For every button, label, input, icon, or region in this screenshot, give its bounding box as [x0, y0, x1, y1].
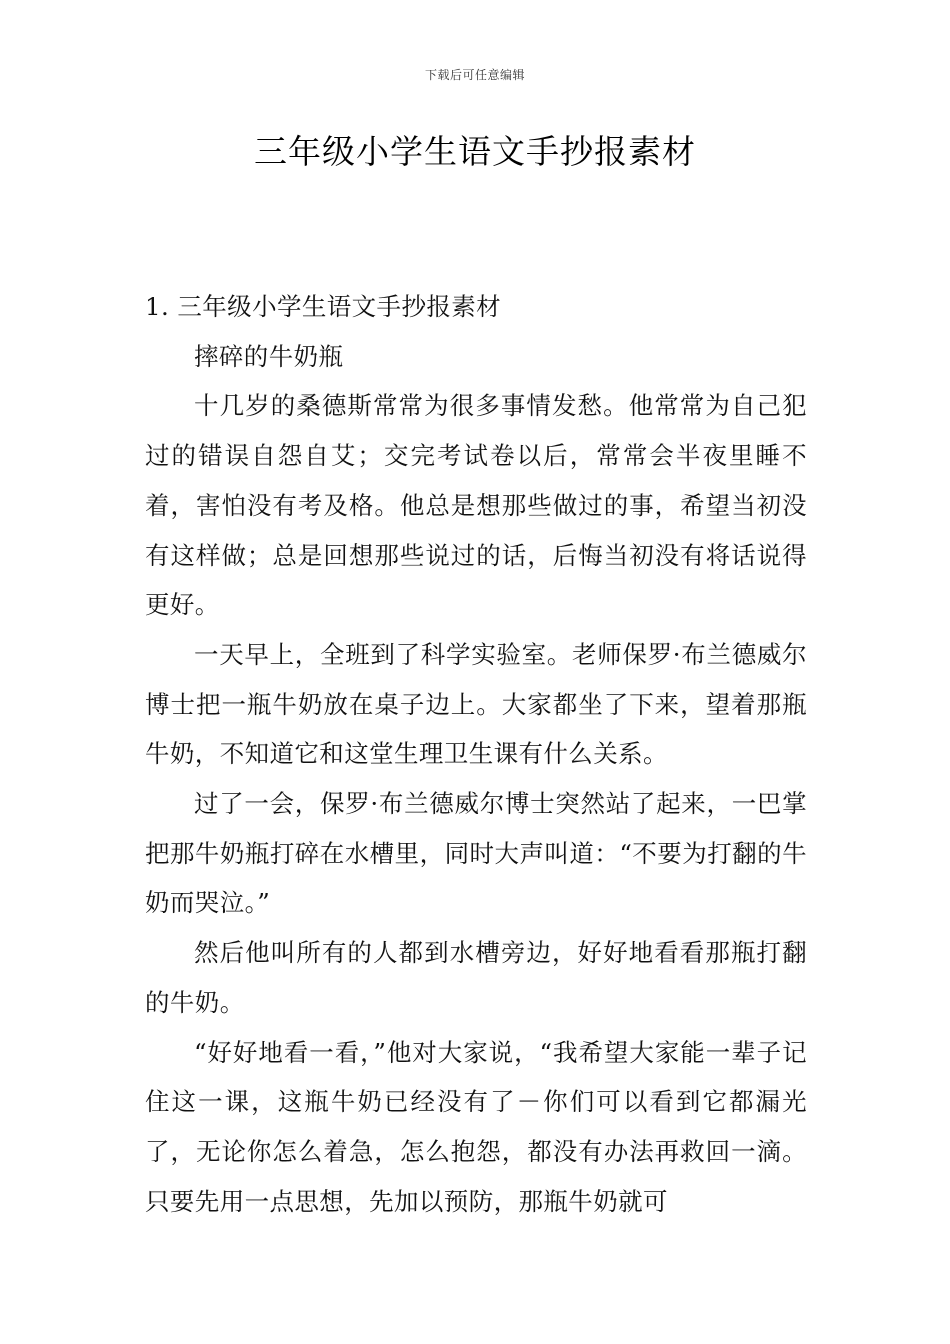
paragraph-5: “好好地看一看，”他对大家说，“我希望大家能一辈子记住这一课，这瓶牛奶已经没有了－你们可以看到它都漏光了，无论你怎么着急，怎么抱怨，都没有办法再救回一滴。只要先用一点思想，先加以预防，那瓶牛奶就可 [145, 1037, 807, 1216]
page-title: 三年级小学生语文手抄报素材 [254, 132, 696, 171]
paragraph-1: 十几岁的桑德斯常常为很多事情发愁。他常常为自己犯过的错误自怨自艾；交完考试卷以后，常常会半夜里睡不着，害怕没有考及格。他总是想那些做过的事，希望当初没有这样做；总是回想那些说过的话，后悔当初没有将话说得更好。 [145, 391, 807, 620]
paragraph-3: 过了一会，保罗·布兰德威尔博士突然站了起来，一巴掌把那牛奶瓶打碎在水槽里，同时大声叫道：“不要为打翻的牛奶而哭泣。” [145, 789, 807, 918]
paragraph-2: 一天早上，全班到了科学实验室。老师保罗·布兰德威尔博士把一瓶牛奶放在桌子边上。大家都坐了下来，望着那瓶牛奶，不知道它和这堂生理卫生课有什么关系。 [145, 639, 807, 769]
header-note: 下载后可任意编辑 [424, 68, 525, 82]
paragraph-4: 然后他叫所有的人都到水槽旁边，好好地看看那瓶打翻的牛奶。 [145, 938, 807, 1017]
document-body [145, 282, 807, 1226]
section-heading: 1. 三年级小学生语文手抄报素材 [145, 292, 502, 321]
story-title: 摔碎的牛奶瓶 [194, 341, 344, 371]
